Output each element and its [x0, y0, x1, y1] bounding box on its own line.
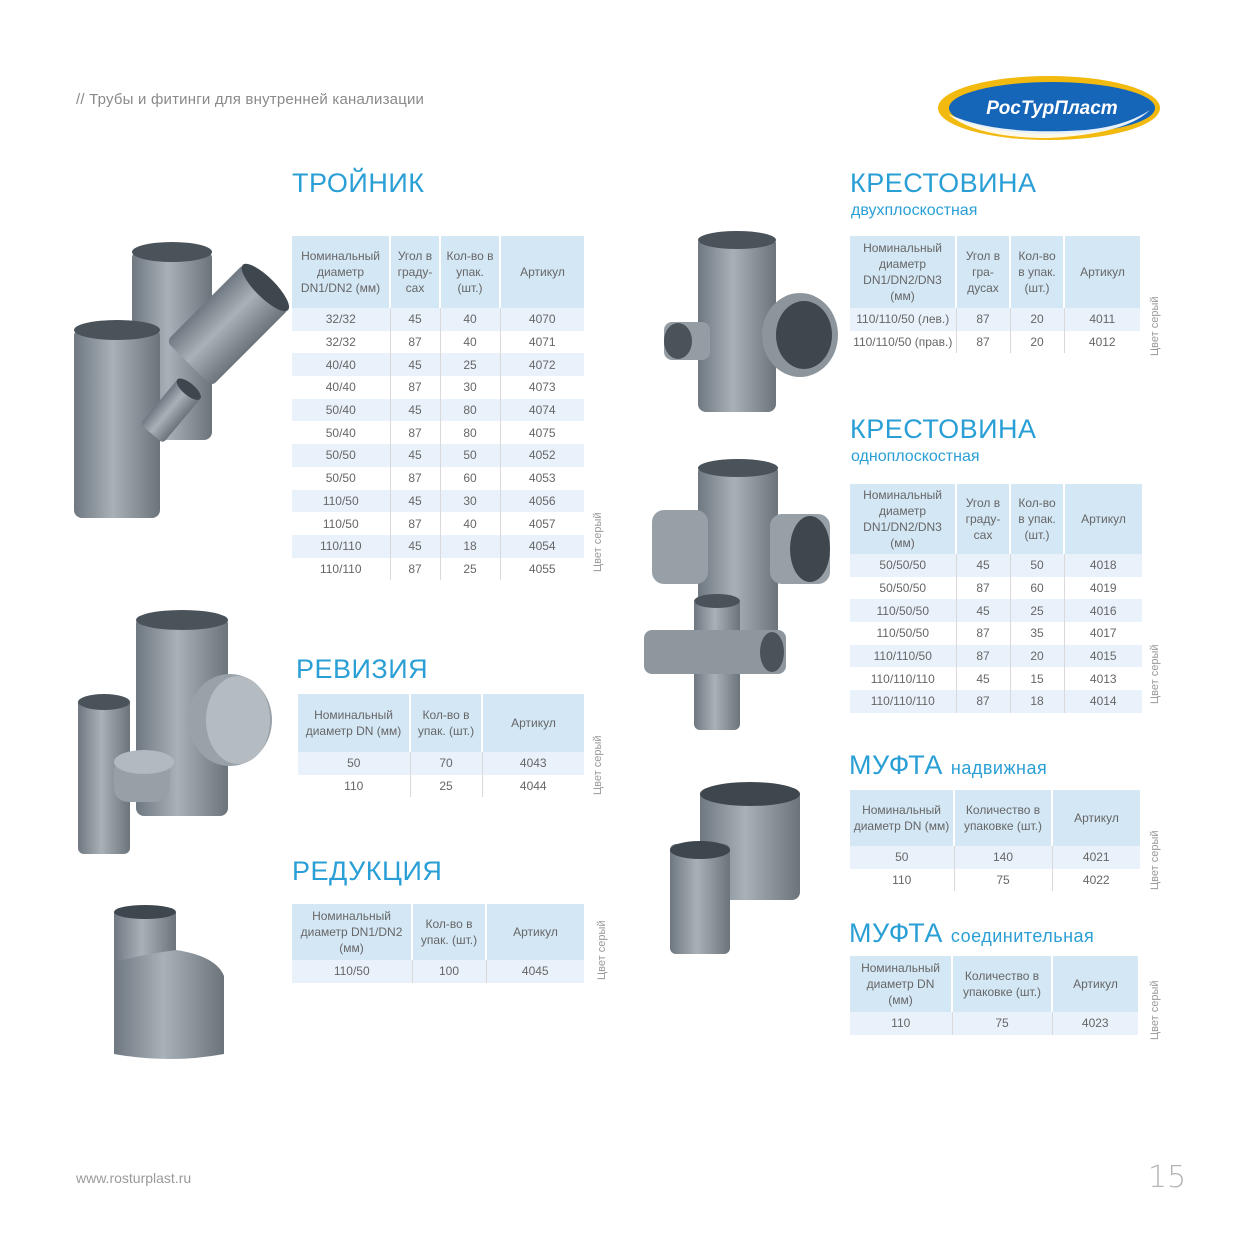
cell: 45 — [390, 353, 440, 376]
tee-header-angle: Угол в граду-сах — [390, 236, 440, 308]
cross2-color-note: Цвет серый — [1149, 296, 1161, 356]
cell: 32/32 — [292, 308, 390, 331]
table-row — [850, 690, 1142, 713]
cell: 4071 — [500, 331, 584, 354]
table-row — [850, 599, 1142, 622]
table-row — [292, 444, 584, 467]
cell: 25 — [440, 353, 500, 376]
cross-one-plane-subtitle: одноплоскостная — [851, 448, 980, 465]
cross2-header-diameter: Номинальный диаметр DN1/DN2/DN3 (мм) — [850, 236, 956, 308]
reduction-color-note: Цвет серый — [596, 920, 608, 980]
reduction-table — [292, 904, 584, 983]
table-row — [292, 421, 584, 444]
cell: 50/40 — [292, 399, 390, 422]
cell: 75 — [954, 869, 1052, 892]
cell: 110/50 — [292, 960, 412, 983]
cell: 50/50/50 — [850, 577, 956, 600]
table-row — [850, 622, 1142, 645]
cell: 50/50/50 — [850, 554, 956, 577]
cell: 110/110/50 (прав.) — [850, 331, 956, 354]
cell: 4011 — [1064, 308, 1140, 331]
cell: 4014 — [1064, 690, 1142, 713]
cell: 45 — [956, 554, 1010, 577]
cell: 35 — [1010, 622, 1064, 645]
cell: 50/50 — [292, 467, 390, 490]
cell: 4056 — [500, 490, 584, 513]
cell: 110/50/50 — [850, 622, 956, 645]
cell: 32/32 — [292, 331, 390, 354]
cell: 4043 — [482, 752, 584, 775]
cell: 110/110/50 — [850, 645, 956, 668]
cell: 50 — [1010, 554, 1064, 577]
cell: 4019 — [1064, 577, 1142, 600]
cell: 50/40 — [292, 421, 390, 444]
cell: 45 — [390, 535, 440, 558]
breadcrumb: // Трубы и фитинги для внутренней канализации — [76, 91, 425, 108]
coupling-slide-color-note: Цвет серый — [1149, 830, 1161, 890]
reduction-header-article: Артикул — [486, 904, 584, 960]
table-row — [292, 399, 584, 422]
tee-fitting-image — [60, 230, 290, 530]
cell: 4055 — [500, 558, 584, 581]
cell: 110/110 — [292, 558, 390, 581]
coupling-join-header-article: Артикул — [1052, 956, 1138, 1012]
cell: 87 — [956, 331, 1010, 354]
cell: 45 — [390, 399, 440, 422]
table-row — [292, 535, 584, 558]
coupling-slide-header-diameter: Номинальный диаметр DN (мм) — [850, 790, 954, 846]
cross-two-plane-subtitle: двухплоскостная — [851, 202, 978, 219]
cell: 18 — [1010, 690, 1064, 713]
table-row — [850, 645, 1142, 668]
revision-color-note: Цвет серый — [592, 735, 604, 795]
revision-header-qty: Кол-во в упак. (шт.) — [410, 694, 482, 752]
reduction-fitting-image — [106, 904, 256, 1064]
cell: 80 — [440, 421, 500, 444]
table-row — [850, 1012, 1138, 1035]
coupling-slide-title-main: МУФТА — [849, 750, 943, 780]
cell: 87 — [390, 558, 440, 581]
coupling-join-header-qty: Количество в упаковке (шт.) — [952, 956, 1052, 1012]
cross2-header-qty: Кол-во в упак. (шт.) — [1010, 236, 1064, 308]
cell: 40 — [440, 331, 500, 354]
coupling-join-title — [849, 918, 1094, 949]
revision-title: РЕВИЗИЯ — [296, 654, 429, 684]
cell: 75 — [952, 1012, 1052, 1035]
tee-header-diameter: Номинальный диаметр DN1/DN2 (мм) — [292, 236, 390, 308]
table-row — [292, 512, 584, 535]
table-row — [292, 331, 584, 354]
logo-text: РосТурПласт — [986, 98, 1118, 119]
cell: 4045 — [486, 960, 584, 983]
cell: 40 — [440, 308, 500, 331]
table-row — [292, 308, 584, 331]
cell: 45 — [390, 308, 440, 331]
table-row — [292, 376, 584, 399]
cell: 100 — [412, 960, 486, 983]
cell: 87 — [956, 622, 1010, 645]
cell: 20 — [1010, 645, 1064, 668]
cell: 4052 — [500, 444, 584, 467]
cell: 45 — [390, 490, 440, 513]
cell: 4016 — [1064, 599, 1142, 622]
table-row — [292, 467, 584, 490]
tee-header-article: Артикул — [500, 236, 584, 308]
cell: 4013 — [1064, 667, 1142, 690]
table-row — [850, 667, 1142, 690]
table-row — [850, 846, 1140, 869]
cell: 4073 — [500, 376, 584, 399]
cell: 4075 — [500, 421, 584, 444]
cell: 87 — [956, 577, 1010, 600]
cell: 30 — [440, 490, 500, 513]
coupling-slide-title — [849, 750, 1047, 781]
tee-header-qty: Кол-во в упак. (шт.) — [440, 236, 500, 308]
cell: 80 — [440, 399, 500, 422]
cell: 110/110/110 — [850, 690, 956, 713]
cell: 4053 — [500, 467, 584, 490]
cell: 4021 — [1052, 846, 1140, 869]
cell: 4012 — [1064, 331, 1140, 354]
table-row — [850, 331, 1140, 354]
cell: 110/110/110 — [850, 667, 956, 690]
cell: 25 — [410, 775, 482, 798]
tee-title: ТРОЙНИК — [292, 168, 425, 198]
cross1-color-note: Цвет серый — [1149, 644, 1161, 704]
cell: 50 — [298, 752, 410, 775]
table-row — [292, 558, 584, 581]
cell: 4072 — [500, 353, 584, 376]
cell: 15 — [1010, 667, 1064, 690]
cell: 110/110 — [292, 535, 390, 558]
table-row — [850, 577, 1142, 600]
table-row — [298, 752, 584, 775]
cell: 60 — [1010, 577, 1064, 600]
reduction-title: РЕДУКЦИЯ — [292, 856, 443, 886]
coupling-slide-subtitle: надвижная — [950, 758, 1048, 778]
cell: 87 — [390, 376, 440, 399]
cell: 45 — [956, 599, 1010, 622]
cross1-header-angle: Угол в граду-сах — [956, 484, 1010, 554]
cell: 110/50 — [292, 512, 390, 535]
cell: 4017 — [1064, 622, 1142, 645]
coupling-join-header-diameter: Номинальный диаметр DN (мм) — [850, 956, 952, 1012]
cross1-header-article: Артикул — [1064, 484, 1142, 554]
cell: 20 — [1010, 308, 1064, 331]
table-row — [298, 775, 584, 798]
cell: 60 — [440, 467, 500, 490]
cell: 50/50 — [292, 444, 390, 467]
cell: 4074 — [500, 399, 584, 422]
coupling-join-subtitle: соединительная — [950, 926, 1095, 946]
cell: 87 — [956, 308, 1010, 331]
cell: 87 — [956, 645, 1010, 668]
cell: 4054 — [500, 535, 584, 558]
coupling-slide-header-qty: Количество в упаковке (шт.) — [954, 790, 1052, 846]
coupling-join-table — [850, 956, 1138, 1035]
cell: 4057 — [500, 512, 584, 535]
cell: 110 — [850, 1012, 952, 1035]
tee-table — [292, 236, 584, 580]
cell: 4070 — [500, 308, 584, 331]
cell: 87 — [390, 467, 440, 490]
cell: 45 — [956, 667, 1010, 690]
cell: 40 — [440, 512, 500, 535]
cross-one-plane-table — [850, 484, 1142, 713]
cell: 25 — [1010, 599, 1064, 622]
reduction-header-qty: Кол-во в упак. (шт.) — [412, 904, 486, 960]
page-number: 15 — [1148, 1160, 1187, 1195]
cell: 140 — [954, 846, 1052, 869]
table-row — [850, 869, 1140, 892]
cell: 4044 — [482, 775, 584, 798]
coupling-join-color-note: Цвет серый — [1149, 980, 1161, 1040]
cross-two-plane-title: КРЕСТОВИНА — [850, 168, 1037, 198]
cell: 25 — [440, 558, 500, 581]
cross-two-plane-image — [660, 230, 850, 420]
tee-color-note: Цвет серый — [592, 512, 604, 572]
cell: 87 — [390, 331, 440, 354]
cell: 40/40 — [292, 353, 390, 376]
cell: 110/110/50 (лев.) — [850, 308, 956, 331]
revision-table — [298, 694, 584, 797]
table-row — [292, 960, 584, 983]
table-row — [292, 490, 584, 513]
cross1-header-diameter: Номинальный диаметр DN1/DN2/DN3 (мм) — [850, 484, 956, 554]
cell: 18 — [440, 535, 500, 558]
revision-header-article: Артикул — [482, 694, 584, 752]
coupling-image — [664, 782, 814, 962]
table-row — [292, 353, 584, 376]
coupling-join-title-main: МУФТА — [849, 918, 943, 948]
revision-header-diameter: Номинальный диаметр DN (мм) — [298, 694, 410, 752]
cell: 50 — [440, 444, 500, 467]
table-row — [850, 554, 1142, 577]
cell: 40/40 — [292, 376, 390, 399]
logo-emblem — [936, 74, 1162, 142]
cell: 110 — [850, 869, 954, 892]
cell: 30 — [440, 376, 500, 399]
coupling-slide-header-article: Артикул — [1052, 790, 1140, 846]
cell: 4022 — [1052, 869, 1140, 892]
cross2-header-angle: Угол в гра-дусах — [956, 236, 1010, 308]
cross-one-plane-title: КРЕСТОВИНА — [850, 414, 1037, 444]
cell: 50 — [850, 846, 954, 869]
table-row — [850, 308, 1140, 331]
coupling-slide-table — [850, 790, 1140, 891]
cross-two-plane-table — [850, 236, 1140, 353]
cross2-header-article: Артикул — [1064, 236, 1140, 308]
cell: 87 — [956, 690, 1010, 713]
cell: 110/50 — [292, 490, 390, 513]
cell: 87 — [390, 421, 440, 444]
cell: 45 — [390, 444, 440, 467]
cell: 20 — [1010, 331, 1064, 354]
footer-url[interactable]: www.rosturplast.ru — [76, 1170, 192, 1186]
cell: 110/50/50 — [850, 599, 956, 622]
cell: 4023 — [1052, 1012, 1138, 1035]
cell: 110 — [298, 775, 410, 798]
cell: 87 — [390, 512, 440, 535]
cell: 4015 — [1064, 645, 1142, 668]
cell: 70 — [410, 752, 482, 775]
revision-fitting-image — [70, 610, 280, 860]
cross-one-plane-image — [640, 458, 840, 738]
cell: 4018 — [1064, 554, 1142, 577]
reduction-header-diameter: Номинальный диаметр DN1/DN2 (мм) — [292, 904, 412, 960]
cross1-header-qty: Кол-во в упак. (шт.) — [1010, 484, 1064, 554]
logo — [936, 74, 1162, 142]
